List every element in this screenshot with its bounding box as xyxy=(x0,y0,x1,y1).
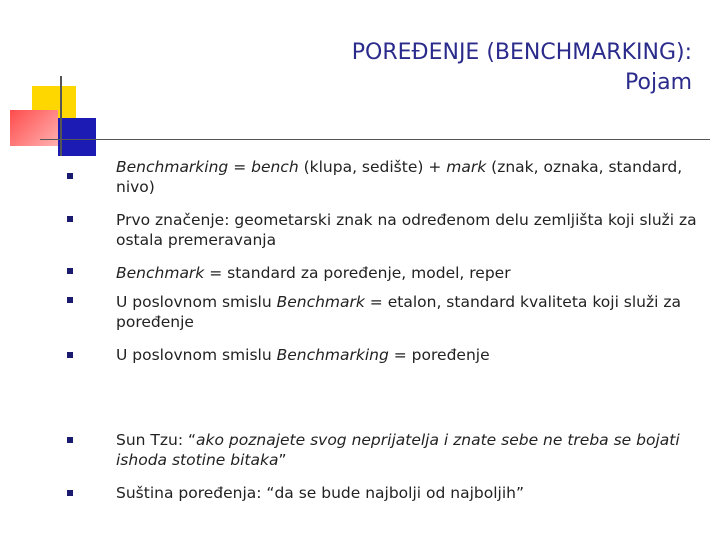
title-line-1: POREĐENJE (BENCHMARKING): xyxy=(351,40,692,65)
bullet-text xyxy=(116,263,706,283)
italic-text: ako poznajete svog neprijatelja i znate sebe ne treba se bojati ishoda stotine bitaka xyxy=(116,431,680,469)
italic-text: mark xyxy=(446,158,487,176)
text-segment: Suština poređenja: “da se bude najbolji od najboljih” xyxy=(116,484,524,502)
bullet-marker xyxy=(67,173,73,179)
bullet-text xyxy=(116,292,706,332)
italic-text: Benchmark xyxy=(116,264,205,282)
bullet-marker xyxy=(67,437,73,443)
bullet-text xyxy=(116,430,706,470)
text-segment: = etalon, standard kvaliteta koji služi za poređenje xyxy=(116,293,682,331)
slide-title xyxy=(132,38,692,98)
bullet-text xyxy=(116,345,706,365)
bullet-text xyxy=(116,157,706,197)
vertical-line xyxy=(60,76,62,156)
bullet-marker xyxy=(67,490,73,496)
text-segment: = standard za poređenje, model, reper xyxy=(204,264,511,282)
italic-text: Benchmark xyxy=(276,293,365,311)
text-segment: U poslovnom smislu xyxy=(116,293,277,311)
text-segment: U poslovnom smislu xyxy=(116,346,277,364)
bullet-marker xyxy=(67,352,73,358)
text-segment: ” xyxy=(278,451,287,469)
text-segment: Prvo značenje: geometarski znak na određenom delu zemljišta koji služi za ostala premeravanja xyxy=(116,211,697,249)
text-segment: (klupa, sedište) + xyxy=(298,158,447,176)
bullet-marker xyxy=(67,216,73,222)
italic-text: Benchmarking xyxy=(116,158,229,176)
bullet-marker xyxy=(67,268,73,274)
bullet-text xyxy=(116,210,706,250)
title-line-2: Pojam xyxy=(625,70,692,95)
italic-text: bench xyxy=(251,158,299,176)
text-segment: (znak, oznaka, standard, nivo) xyxy=(116,158,683,196)
bullet-text xyxy=(116,483,706,503)
text-segment: = xyxy=(228,158,252,176)
bullet-marker xyxy=(67,297,73,303)
blue-square xyxy=(58,118,96,156)
red-square xyxy=(10,110,58,146)
italic-text: Benchmarking xyxy=(276,346,389,364)
text-segment: = poređenje xyxy=(388,346,490,364)
text-segment: Sun Tzu: “ xyxy=(116,431,197,449)
horizontal-line xyxy=(40,139,710,140)
